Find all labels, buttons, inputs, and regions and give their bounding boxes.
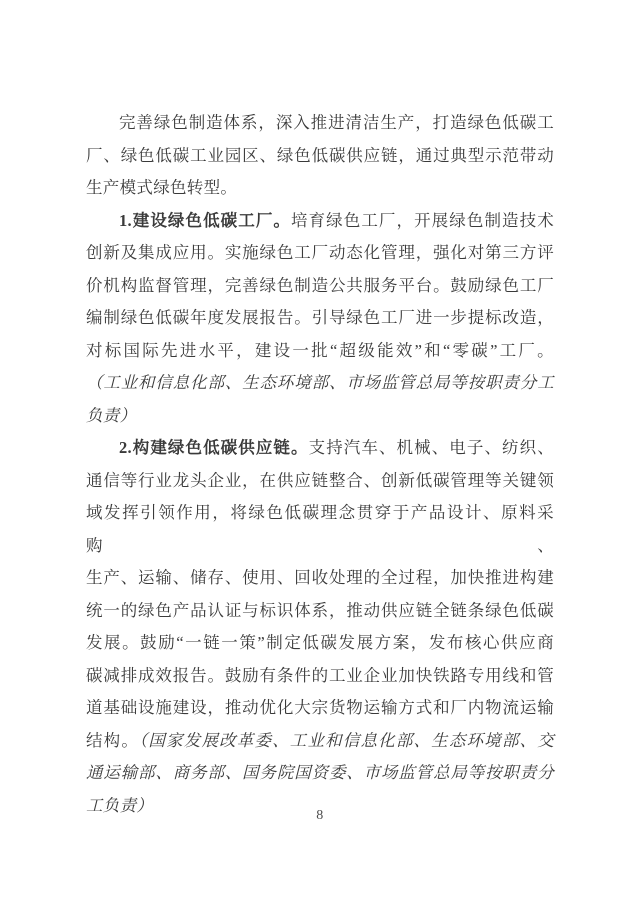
text-segment: 通运输部、商务部、国务院国资委、市场监管总局等按职责分 — [86, 763, 554, 782]
text-line — [86, 270, 554, 303]
text-segment: 通信等行业龙头企业，在供应链整合、创新低碳管理等关键领 — [86, 470, 554, 490]
text-segment: 2.构建绿色低碳供应链。 — [119, 438, 309, 457]
text-segment: 价机构监督管理，完善绿色制造公共服务平台。鼓励绿色工厂 — [86, 275, 554, 295]
text-line — [86, 660, 554, 693]
text-segment: 支持汽车、机械、电子、纺织、 — [308, 438, 554, 457]
paragraph — [86, 205, 554, 433]
text-segment: （国家发展改革委、工业和信息化部、生态环境部、交 — [139, 730, 554, 750]
text-segment: 结构。 — [86, 730, 140, 750]
text-segment: 生产、运输、储存、使用、回收处理的全过程，加快推进构建 — [86, 568, 554, 587]
text-segment: 1.建设绿色低碳工厂。 — [119, 210, 292, 230]
text-segment: 创新及集成应用。实施绿色工厂动态化管理，强化对第三方评 — [86, 243, 554, 262]
text-segment: 统一的绿色产品认证与标识体系，推动供应链全链条绿色低碳 — [86, 600, 554, 620]
text-line — [86, 140, 554, 173]
text-line — [86, 302, 554, 335]
text-line — [86, 205, 554, 238]
text-line — [86, 465, 554, 498]
text-line — [86, 692, 554, 725]
page-number: 8 — [316, 808, 324, 823]
text-line — [86, 237, 554, 270]
text-segment: 工负责） — [86, 795, 154, 815]
text-segment: 对标国际先进水平，建设一批“超级能效”和“零碳”工厂。 — [86, 340, 554, 360]
text-segment: 厂、绿色低碳工业园区、绿色低碳供应链，通过典型示范带动 — [86, 145, 554, 165]
text-segment: 道基础设施建设，推动优化大宗货物运输方式和厂内物流运输 — [86, 698, 554, 717]
text-segment: 编制绿色低碳年度发展报告。引导绿色工厂进一步提标改造， — [86, 308, 554, 327]
text-segment: 域发挥引领作用，将绿色低碳理念贯穿于产品设计、原料采购、 — [86, 503, 554, 555]
text-segment: （工业和信息化部、生态环境部、市场监管总局等按职责分工 — [86, 373, 554, 392]
text-segment: 生产模式绿色转型。 — [86, 178, 238, 197]
text-line — [86, 757, 554, 790]
document-body — [86, 107, 554, 822]
paragraph — [86, 107, 554, 205]
text-segment: 完善绿色制造体系，深入推进清洁生产，打造绿色低碳工 — [119, 113, 554, 132]
text-line — [86, 497, 554, 562]
text-line — [86, 335, 554, 368]
text-line — [86, 107, 554, 140]
text-segment: 碳减排成效报告。鼓励有条件的工业企业加快铁路专用线和管 — [86, 665, 554, 685]
text-line — [86, 562, 554, 595]
text-line — [86, 172, 554, 205]
text-line — [86, 627, 554, 660]
text-line — [86, 432, 554, 465]
text-line — [86, 400, 554, 433]
text-segment: 负责） — [86, 405, 137, 425]
text-line — [86, 725, 554, 758]
text-segment: 培育绿色工厂，开展绿色制造技术 — [291, 210, 554, 230]
text-line — [86, 367, 554, 400]
text-line — [86, 595, 554, 628]
paragraph — [86, 432, 554, 822]
text-segment: 发展。鼓励“一链一策”制定低碳发展方案，发布核心供应商 — [86, 633, 554, 652]
